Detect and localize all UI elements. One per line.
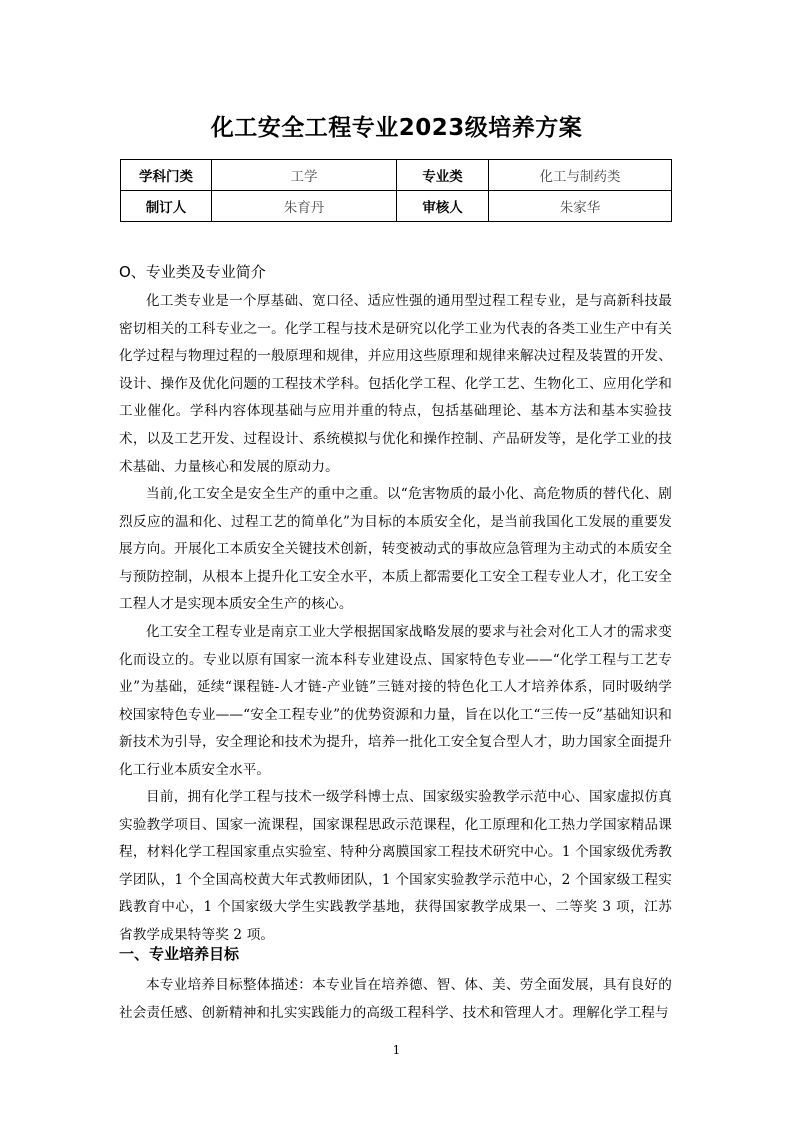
- label-major-category: 专业类: [397, 160, 489, 191]
- paragraph: 本专业培养目标整体描述：本专业旨在培养德、智、体、美、劳全面发展，具有良好的社会责任感、创新精神和扎实实践能力的高级工程科学、技术和管理人才。理解化学工程与: [119, 977, 672, 1021]
- label-reviewer: 审核人: [397, 191, 489, 222]
- value-reviewer: 朱家华: [489, 191, 672, 222]
- label-discipline: 学科门类: [121, 160, 212, 191]
- value-author: 朱育丹: [212, 191, 397, 222]
- document-title: 化工安全工程专业2023级培养方案: [210, 115, 583, 141]
- section-heading-objectives: 一、专业培养目标: [119, 945, 240, 963]
- page-number: 1: [392, 1043, 401, 1057]
- value-major-category: 化工与制药类: [489, 160, 672, 191]
- paragraph: 化工安全工程专业是南京工业大学根据国家战略发展的要求与社会对化工人才的需求变化而设立的。专业以原有国家一流本科专业建设点、国家特色专业——“化学工程与工艺专业”为基础，延续“课程链-人才链-产业链”三链对接的特色化工人才培养体系，同时吸纳学校国家特色专业——“安全工程专业”的优势资源和力量，旨在以化工“三传一反”基础知识和新技术为引导，安全理论和技术为提升，培养一批化工安全复合型人才，助力国家全面提升化工行业本质安全水平。: [119, 624, 672, 778]
- table-row: [121, 191, 672, 222]
- section-heading-intro: O、专业类及专业简介: [119, 263, 266, 281]
- paragraph: 目前，拥有化学工程与技术一级学科博士点、国家级实验教学示范中心、国家虚拟仿真实验教学项目、国家一流课程，国家课程思政示范课程，化工原理和化工热力学国家精品课程，材料化学工程国家重点实验室、特种分离膜国家工程技术研究中心。1 个国家级优秀教学团队，1 个全国高校黄大年式教师团队，1 个国家实验教学示范中心，2 个国家级工程实践教育中心，1 个国家级大学生实践教学基地，获得国家教学成果一、二等奖 3 项，江苏省教学成果特等奖 2 项。: [119, 789, 672, 943]
- table-row: [121, 160, 672, 191]
- paragraph: 当前,化工安全是安全生产的重中之重。以“危害物质的最小化、高危物质的替代化、剧烈反应的温和化、过程工艺的简单化”为目标的本质安全化，是当前我国化工发展的重要发展方向。开展化工本质安全关键技术创新，转变被动式的事故应急管理为主动式的本质安全与预防控制，从根本上提升化工安全水平，本质上都需要化工安全工程专业人才，化工安全工程人才是实现本质安全生产的核心。: [119, 486, 672, 613]
- value-discipline: 工学: [212, 160, 397, 191]
- paragraph: 化工类专业是一个厚基础、宽口径、适应性强的通用型过程工程专业，是与高新科技最密切相关的工科专业之一。化学工程与技术是研究以化学工业为代表的各类工业生产中有关化学过程与物理过程的一般原理和规律，并应用这些原理和规律来解决过程及装置的开发、设计、操作及优化问题的工程技术学科。包括化学工程、化学工艺、生物化工、应用化学和工业催化。学科内容体现基础与应用并重的特点，包括基础理论、基本方法和基本实验技术，以及工艺开发、过程设计、系统模拟与优化和操作控制、产品研发等，是化学工业的技术基础、力量核心和发展的原动力。: [119, 293, 672, 475]
- label-author: 制订人: [121, 191, 212, 222]
- meta-table: [120, 159, 672, 222]
